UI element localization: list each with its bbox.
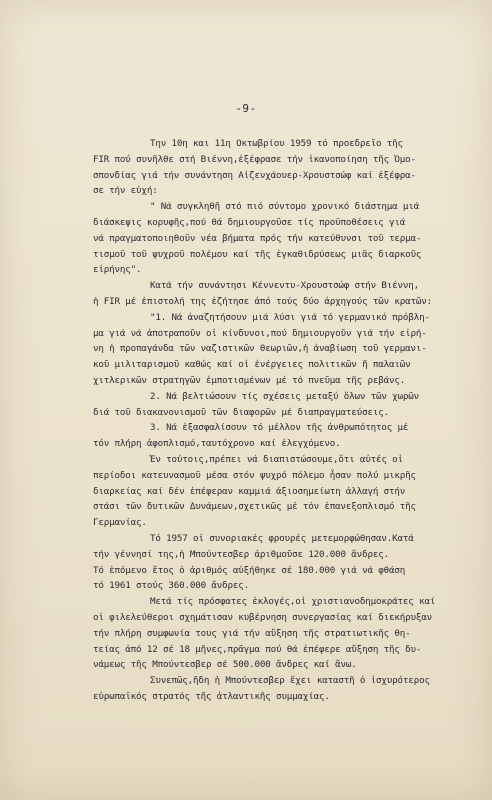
text-line: Κατά τήν συνάντησι Κέννεντυ-Χρουστσώφ στήν Βιέννη,: [150, 280, 420, 292]
text-line: FIR πού συνῆλθε στή Βιέννη,ἐξέφρασε τήν ἱκανοποίηση τῆς Ὁμο-: [93, 153, 416, 165]
text-line: Γερμανίας.: [93, 517, 147, 529]
text-line: Συνεπῶς,ἤδη ἡ Μπούντεσβερ ἔχει καταστῆ ὁ ἰσχυρότερος: [150, 675, 430, 687]
text-line: εἰρήνης".: [93, 264, 142, 276]
text-line: Τό ἑπόμενο ἔτος ὁ ἀριθμός αὐξήθηκε σέ 180.000 γιά νά φθάση: [93, 564, 406, 576]
text-line: νά πραγματοποιηθοῦν νέα βήματα πρός τήν κατεύθυνσι τοῦ τερμα-: [93, 232, 422, 244]
text-line: τόν πλήρη ἀφοπλισμό,ταυτόχρονο καί ἐλεγχόμενο.: [93, 438, 341, 450]
text-line: μα γιά νά ἀποτραποῦν οἱ κίνδυνοι,πού δημιουργοῦν γιά τήν εἰρή-: [93, 327, 427, 339]
text-line: οἱ φιλελεύθεροι σχημάτισαν κυβέρνηση συνεργασίας καί διεκήρυξαν: [93, 612, 433, 623]
text-line: ἡ FIR μέ ἐπιστολή της ἐζήτησε ἀπό τούς δύο ἀρχηγούς τῶν κρατῶν:: [93, 296, 433, 307]
text-line: κοῦ μιλιταρισμοῦ καθώς καί οἱ ἐνέργειες πολιτικῶν ἤ παλαιῶν: [93, 359, 411, 371]
text-line: 3. Νά ἐξασφαλίσουν τό μέλλον τῆς ἀνθρωπότητος μέ: [150, 422, 409, 434]
text-line: τήν πλήρη συμφωνία τους γιά τήν αὔξηση τῆς στρατιωτικῆς θη-: [93, 627, 411, 639]
text-line: Τό 1957 οἱ συνοριακές φρουρές μετεμορφώθησαν.Κατά: [150, 533, 414, 544]
text-line: χιτλερικῶν στρατηγῶν ἐμποτισμένων μέ τό πνεῦμα τῆς ρεβάνς.: [93, 375, 406, 386]
text-line: 2. Νά βελτιώσουν τίς σχέσεις μεταξύ ὅλων τῶν χωρῶν: [150, 390, 420, 402]
text-line: "1. Νά ἀναζητήσουν μιά λύσι γιά τό γερμανικό πρόβλη-: [150, 311, 430, 323]
text-line: τισμοῦ τοῦ ψυχροῦ πολέμου καί τῆς ἐγκαθιδρύσεως μιᾶς διαρκοῦς: [93, 248, 422, 260]
text-line: διάσκεψις κορυφῆς,πού θά δημιουργοῦσε τίς προϋποθέσεις γιά: [93, 217, 406, 228]
text-line: Την 10η και 11η Οκτωβρίου 1959 τό προεδρεῖο τῆς: [150, 138, 403, 149]
text-line: Μετά τίς πρόσφατες ἐκλογές,οἱ χριστιανοδημοκράτες καί: [150, 596, 436, 608]
text-line: διά τοῦ διακανονισμοῦ τῶν διαφορῶν μέ διαπραγματεύσεις.: [93, 406, 389, 418]
text-line: τήν γέννησί της,ἡ Μπούντεσβερ ἀριθμοῦσε 120.000 ἄνδρες.: [93, 548, 389, 560]
text-line: " Νά συγκληθῆ στό πιό σύντομο χρονικό διάστημα μιά: [150, 201, 420, 213]
text-line: νάμεως τῆς Μπούντεσβερ σέ 500.000 ἄνδρες καί ἄνω.: [93, 659, 357, 671]
text-line: εὐρωπαϊκός στρατός τῆς ἀτλαντικῆς συμμαχίας.: [93, 691, 330, 702]
text-line: νη ἡ προπαγάνδα τῶν ναζιστικῶν θεωριῶν,ἡ ἀναβίωση τοῦ γερμανι-: [93, 343, 427, 355]
text-line: τείας ἀπό 12 σέ 18 μῆνες,πρᾶγμα πού θά ἐπέφερε αὔξηση τῆς δυ-: [93, 643, 422, 655]
text-line: διαρκείας καί δέν ἐπέφεραν καμμιά ἀξιοσημείωτη ἀλλαγή στήν: [93, 485, 406, 497]
text-line: σπονδίας γιά τήν συνάντηση Αἰζενχάουερ-Χρουστσώφ καί ἐξέφρα-: [93, 169, 416, 181]
text-line: τό 1961 στούς 360.000 ἄνδρες.: [93, 580, 250, 592]
text-line: στάσι τῶν δυτικῶν Δυνάμεων,σχετικῶς μέ τόν ἐπανεξοπλισμό τῆς: [93, 501, 416, 513]
text-line: περίοδοι κατευνασμοῦ μέσα στόν ψυχρό πόλεμο ἦσαν πολύ μικρῆς: [93, 469, 416, 481]
page-number: -9-: [235, 102, 257, 115]
text-line: σε τήν εὐχή:: [93, 185, 158, 197]
text-line: Ἐν τούτοις,πρέπει νά διαπιστώσουμε,ὅτι αὐτές οἱ: [150, 454, 403, 465]
